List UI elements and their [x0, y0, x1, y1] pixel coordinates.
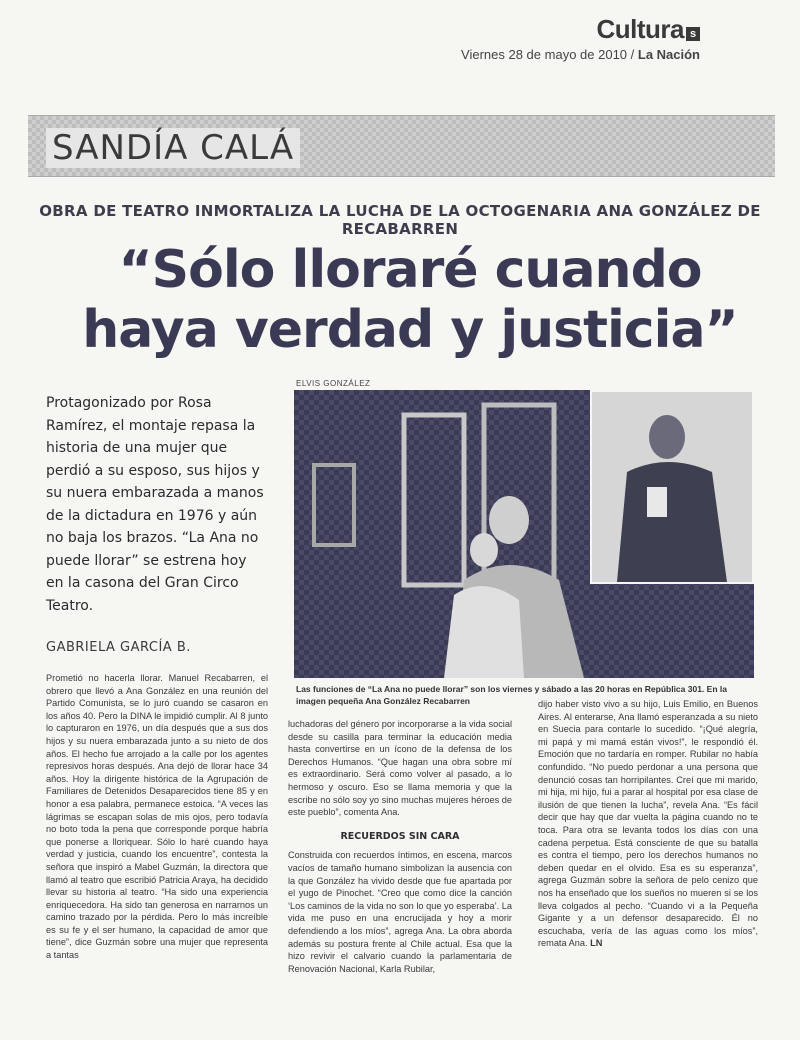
photo-credit: ELVIS GONZÁLEZ	[296, 379, 371, 388]
body-text: Construida con recuerdos íntimos, en escena, marcos vacíos de tamaño humano simbolizan la ausencia con la que González ha vivido desde que fue apartada por el yugo de Pinochet. “Creo que como dice la canción ‘Los caminos de la vida no son lo que yo esperaba’. La vida me puso en una encrucijada y hoy a morir defendiendo a los míos”, agrega Ana. La obra aborda además su postura frente al Chile actual. Esa que la hizo revivir el calvario cuando la parlamentaria de Renovación Nacional, Karla Rubilar,	[288, 850, 512, 974]
column-name: SANDÍA CALÁ	[46, 128, 300, 168]
byline: GABRIELA GARCÍA B.	[46, 640, 191, 655]
section-logo: s	[686, 27, 700, 41]
photo-caption: Las funciones de “La Ana no puede llorar” son los viernes y sábado a las 20 horas en República 301. En la imagen pequeña Ana González Recabarren	[296, 684, 727, 706]
body-text: dijo haber visto vivo a su hijo, Luis Emilio, en Buenos Aires. Al enterarse, Ana llamó esperanzada a su nieto en Suecia para contarle lo sucedido. “¡Qué alegría, mi papá y mi mamá están vivos!”, le respondió él. Emoción que no tardaría en romper. Rubilar no había confundido. “No puedo perdonar a una persona que denunció cosas tan horripilantes. Creí que mi marido, mi hija, mi hijo, fui a parar al hospital por esa clase de ilusión de que tienen la lucha”, revela Ana. “Es fácil decir que hay que dar vuelta la página cuando no te toca. Para otra se levanta todos los días con una cadena perpetua. Está consciente de que su batalla es contra el tiempo, pero los derechos humanos no deben quedar en el olvido. Esa es su esperanza”, agrega Guzmán sobre la señora de pelo cenizo que nos ha enseñado que los sueños no mueren si se los lleva colgados al pecho. “Cuando vi a la Pequeña Gigante y a un defensor desaparecido. Él no escuchaba, vería de las aguas como los míos”, remata Ana.	[538, 699, 758, 949]
article-column-1	[46, 672, 268, 962]
inset-portrait-photo	[590, 390, 754, 584]
newspaper-name: La Nación	[637, 47, 700, 62]
lead-paragraph: Protagonizado por Rosa Ramírez, el montaje repasa la historia de una mujer que perdió a su esposo, sus hijos y su nuera embarazada a manos de la dictadura en 1976 y aún no baja los brazos. “La Ana no puede llorar” se estrena hoy en la casona del Gran Circo Teatro.	[46, 395, 264, 614]
body-text: luchadoras del género por incorporarse a la vida social desde su casilla para terminar la educación media hasta convertirse en un ícono de la defensa de los Derechos Humanos. “Que hagan una obra sobre mí es extraordinario. Será como volver al pasado, a lo hermoso y oscuro. Eso se llama memoria y que la escribe no sólo soy yo sino muchas mujeres héroes de este pueblo”, comenta Ana.	[288, 719, 512, 818]
publication-date: Viernes 28 de mayo de 2010 /	[461, 47, 635, 62]
article-column-3	[538, 698, 758, 950]
subheading: RECUERDOS SIN CARA	[340, 830, 460, 842]
portrait-illustration	[592, 392, 752, 582]
masthead	[461, 14, 700, 62]
dateline	[461, 47, 700, 62]
headline: “Sólo lloraré cuando haya verdad y justicia”	[82, 240, 738, 360]
article-column-2	[288, 718, 512, 975]
kicker: OBRA DE TEATRO INMORTALIZA LA LUCHA DE LA OCTOGENARIA ANA GONZÁLEZ DE RECABARREN	[39, 202, 761, 238]
section-header	[461, 14, 700, 45]
body-text: Prometió no hacerla llorar. Manuel Recabarren, el obrero que llevó a Ana González en una reunión del Partido Comunista, se lo juró cuando se casaron en los años 40. Pero la DINA le impidió cumplir. Al 8 junto lo capturaron en 1976, un día después que a sus dos hijos y su nuera embarazada junto a su nieto de dos años. El hecho fue arrojado a la calle por los agentes represivos horas después. Ana dejó de llorar hace 34 años. Hoy la dirigente histórica de la Agrupación de Familiares de Detenidos Desaparecidos tiene 85 y en honor a esa palabra, permanece estoica. “A veces las lágrimas se escapan solas de mis ojos, pero todavía no boto toda la pena que corresponde porque habría que ponerse a lloriquear. Sólo lo haré cuando haya verdad y justicia, cuando los encuentre”, contesta la señora que inspiró a Mabel Guzmán, la directora que llamó al teatro que escribió Patricia Araya, ha decidido llevar su historia al teatro. “Ha sido una experiencia enriquecedora. Ha sido tan generosa en narrarnos un camino trazado por la pérdida. Pero lo más increíble es su fe y el ser humano, la capacidad de amor que tiene”, dice Guzmán sobre una mujer que representa a tantas	[46, 673, 268, 961]
section-name: Cultura	[596, 14, 684, 44]
signature: LN	[590, 938, 603, 949]
